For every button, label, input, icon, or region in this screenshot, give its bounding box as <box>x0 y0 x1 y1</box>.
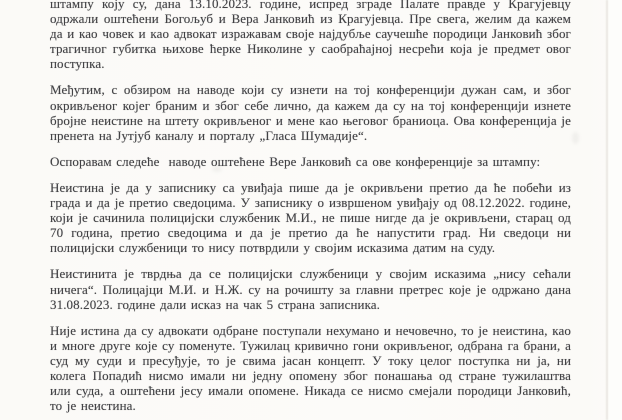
paragraph-conference-falsehoods: Међутим, с обзиром на наводе који су изнети на тој конференцији дужан сам, и због окривљеног којег браним и због себе лично, да кажем да су на тој конференцији изнете бројне неистине на штету окривљеног и мене као његовог браниоца. Ова конференција је пренета на Јутјуб каналу и порталу „Гласа Шумадије“. <box>50 82 576 143</box>
scan-smudge <box>572 132 579 144</box>
paragraph-dispute-lead-in: Оспоравам следеће наводе оштећене Вере Јанковић са ове конференције за штампу: <box>50 153 541 169</box>
scan-edge-line <box>606 0 608 420</box>
paragraph-police-testimony: Неистинита је тврдња да се полицијски службеници у својим исказима „нису сећали ничега“. Полицајци М.И. и Н.Ж. су на рочишту за главни претрес које је одржано дана 31.08.2023. године дали исказ на чак 5 страна записника. <box>50 266 576 312</box>
scan-right-margin <box>608 0 622 420</box>
paragraph-defense-conduct: Није истина да су адвокати одбране поступали нехумано и нечовечно, то је неистина, као и многе друге које су поменуте. Тужилац кривично гони окривљеног, одбрана га брани, а суд му суди и пресуђује, то је свима јасан концепт. У току целог поступка ни ја, ни колега Попадић нисмо имали ни једну опомену због понашања од стране тужилаштва или суда, а оштећени јесу имали опомене. Никада се нисмо смејали породици Јанковић, то је неистина. <box>50 322 576 414</box>
document-text-block <box>50 0 576 420</box>
paragraph-record-of-inspection: Неистина је да у записнику са увиђаја пише да је окривљени претио да ће побећи из града и да је претио сведоцима. У записнику о извршеном увиђају од 08.12.2022. године, који је сачинила полицијски службеник М.И., не пише нигде да је окривљени, старац од 70 година, претио сведоцима и да је претио да ће напустити град. Ни сведоци ни полицијски службеници то нису потврдили у својим исказима датим на суду. <box>50 179 576 256</box>
paragraph-intro-condolences: штампу коју су, дана 13.10.2023. године, испред зграде Палате правде у Крагујевцу одржали оштећени Богољуб и Вера Јанковић из Крагујевца. Пре свега, желим да кажем да и као човек и као адвокат изражавам своје најдубље саучешће породици Јанковић због трагичног губитка њихове ћерке Николине у саобраћајној несрећи која је предмет овог поступка. <box>50 0 576 72</box>
